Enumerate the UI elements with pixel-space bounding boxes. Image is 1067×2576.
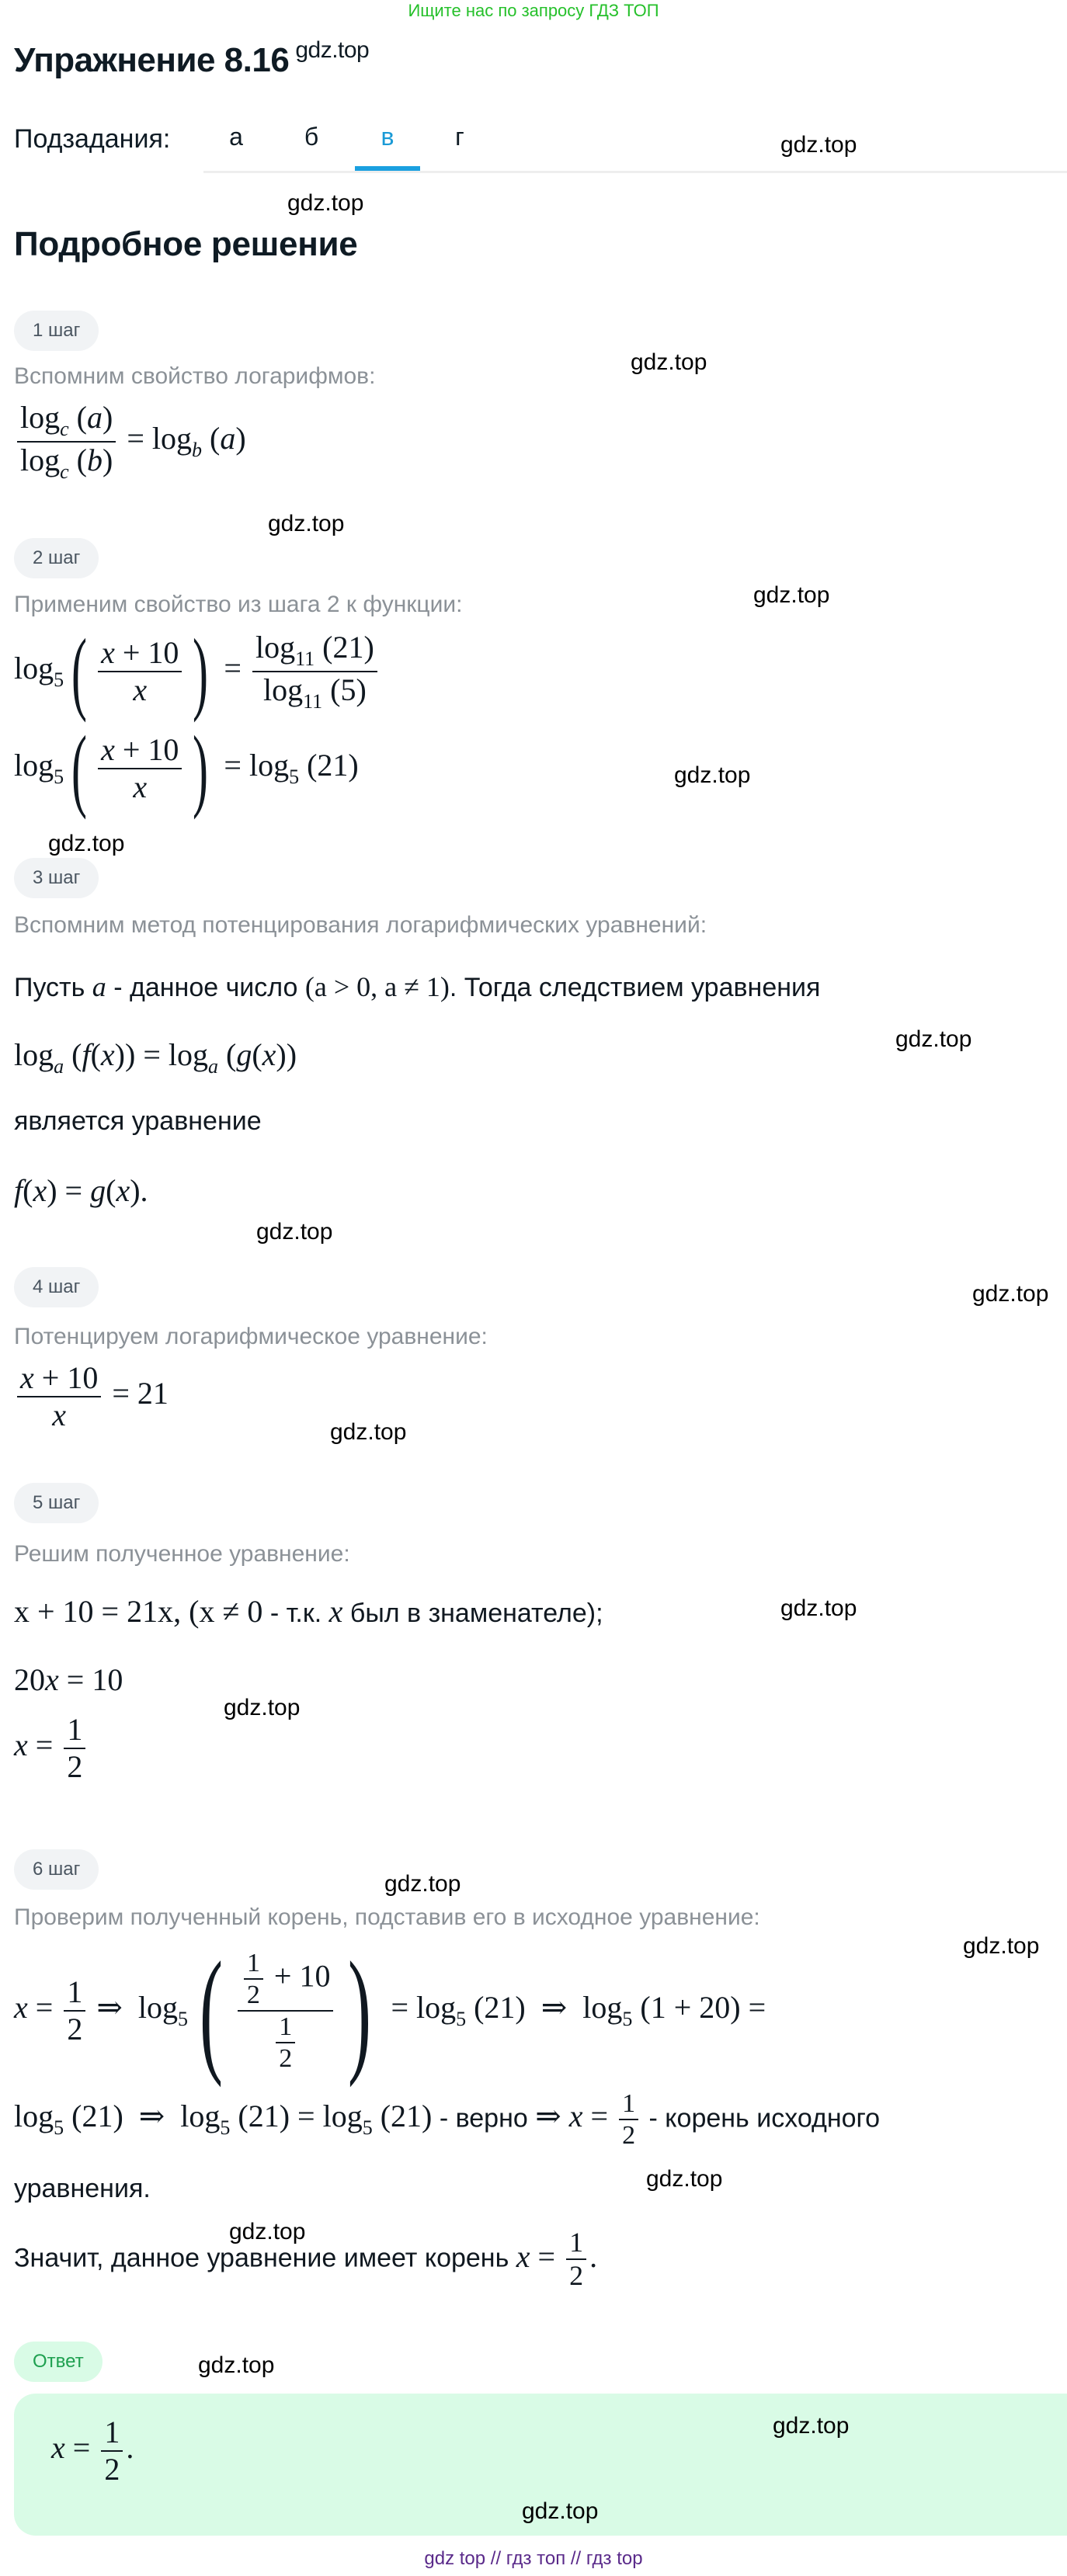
subtask-tabs [203,116,1067,173]
step-badge: 5 шаг [14,1483,99,1523]
tab-a[interactable]: а [229,123,243,151]
watermark: gdz.top [674,762,751,788]
watermark: gdz.top [972,1281,1049,1307]
step-hint: Потенцируем логарифмическое уравнение: [14,1324,488,1349]
text: - т.к. [269,1599,322,1628]
step-hint: Применим свойство из шага 2 к функции: [14,592,463,617]
math: x + 10 = 21x, (x ≠ 0 [14,1594,263,1629]
text: Пусть [14,973,85,1002]
page-title-text: Упражнение 8.16 [14,41,290,79]
step-hint: Вспомним свойство логарифмов: [14,363,376,389]
formula-f-equals-g: f(x) = g(x). [14,1173,148,1208]
conclusion-line: Значит, данное уравнение имеет корень x = $\frac{1}{2}$ . [14,2227,598,2292]
step-badge: 4 шаг [14,1267,99,1307]
formula-log-property: $\frac{\log_c (a)}{\log_c (b)}$ = $\log_b (a)$ [14,400,246,484]
formula-check-line2: $\log_5 (21)$ ⇒ $\log_5 (21) = \log_5 (21)$ - верно ⇒ x = $\frac{1}{2}$ - корень исходного [14,2089,881,2151]
watermark: gdz.top [646,2166,723,2192]
tab-b[interactable]: б [304,123,319,151]
step-badge: 2 шаг [14,538,99,578]
watermark: gdz.top [963,1933,1040,1959]
watermark: gdz.top [522,2498,599,2524]
text: - данное число [113,973,298,1002]
formula-check-line1: x = $\frac{1}{2}$ ⇒ $\log_5$( $\frac{1}{2}$ + 10 $\frac{1}{2}$ ) = $\log_5 (21)$ ⇒ $\log_5 (1 + 20)$ = [14,1933,766,2088]
watermark: gdz.top [384,1871,461,1897]
watermark: gdz.top [780,1595,857,1621]
formula-log-equation: $\log_a (f(x)) = \log_a (g(x))$ [14,1037,297,1078]
watermark: gdz.top [256,1219,333,1245]
watermark: gdz.top [229,2219,306,2244]
formula-step2-a: $\log_5$( $\frac{x + 10}{x}$ ) = $\frac{\log_{11} (21)}{\log_{11} (5)}$ [14,625,381,718]
watermark: gdz.top [631,349,707,375]
step6-text: уравнения. [14,2174,151,2203]
step-badge: 3 шаг [14,858,99,898]
tab-v[interactable]: в [355,123,420,171]
condition: (a > 0, a ≠ 1) [304,971,450,1002]
text: - верно [439,2103,528,2133]
step-hint: Вспомним метод потенцирования логарифмических уравнений: [14,912,707,938]
step3-text: является уравнение [14,1106,262,1136]
footer-links[interactable]: gdz top // гдз топ // гдз top [424,2548,643,2569]
answer-formula: x = $\frac{1}{2}$ . [51,2415,134,2487]
watermark: gdz.top [773,2413,850,2439]
step-badge: 6 шаг [14,1849,99,1890]
watermark: gdz.top [330,1419,407,1445]
step-hint: Решим полученное уравнение: [14,1541,350,1567]
text: Значит, данное уравнение имеет корень [14,2243,509,2273]
formula-step2-b: $\log_5$( $\frac{x + 10}{x}$ ) = $\log_5 (21)$ [14,717,359,820]
tab-g[interactable]: г [455,123,464,151]
watermark: gdz.top [895,1026,972,1052]
formula-x-half: x = $\frac{1}{2}$ [14,1712,89,1785]
watermark: gdz.top [48,831,125,856]
watermark: gdz.top [780,132,857,158]
page-title [14,37,369,80]
step-hint: Проверим полученный корень, подставив его в исходное уравнение: [14,1904,760,1930]
solution-heading: Подробное решение [14,225,358,263]
answer-badge: Ответ [14,2342,103,2382]
step3-text-line: Пусть a - данное число (a > 0, a ≠ 1). Тогда следствием уравнения [14,971,821,1002]
watermark: gdz.top [268,511,345,536]
text: . Тогда следствием уравнения [449,973,821,1002]
watermark: gdz.top [295,37,370,63]
text: - корень исходного [648,2103,881,2133]
text: был в знаменателе); [349,1599,603,1628]
watermark: gdz.top [224,1695,301,1720]
formula-step4: $\frac{x + 10}{x}$ = 21 [14,1360,169,1433]
step5-line1: x + 10 = 21x, (x ≠ 0 - т.к. x был в знаменателе); [14,1594,603,1629]
watermark: gdz.top [753,582,830,608]
search-banner: Ищите нас по запросу ГДЗ ТОП [408,1,659,20]
formula-20x: 20x = 10 [14,1662,123,1697]
watermark: gdz.top [287,190,364,216]
step-badge: 1 шаг [14,311,99,351]
subtasks-label: Подзадания: [14,124,171,154]
watermark: gdz.top [198,2352,275,2378]
